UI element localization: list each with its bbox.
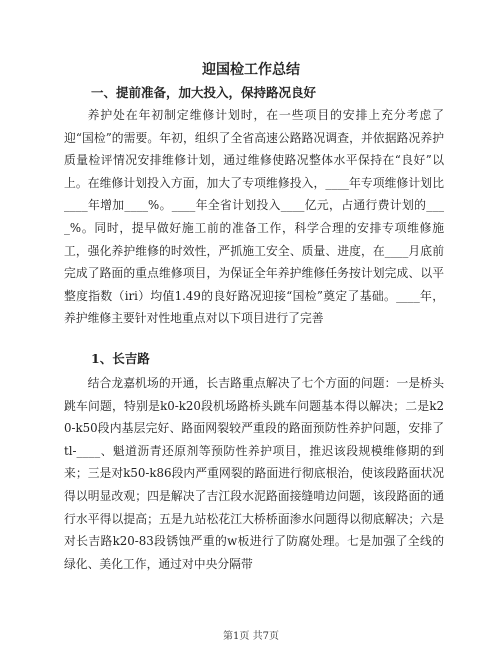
paragraph-changji-road: 结合龙嘉机场的开通，长吉路重点解决了七个方面的问题：一是桥头跳车问题，特别是k0-k20段机场路桥头跳车问题基本得以解决；二是k20-k50段内基层完好、路面网裂较严重段的路面预防性养护问题，安排了tl-____、魁道沥青还原剂等预防性养护项目，推迟该段规模维修期的到来；三是对k50-k86段内严重网裂的路面进行彻底根治，使该段路面状况得以明显改观；四是解决了吉江段水泥路面接缝啃边问题，该段路面的通行水平得以提高；五是九站松花江大桥桥面渗水问题得以彻底解决；六是对长吉路k20-83段锈蚀严重的w板进行了防腐处理。七是加强了全线的绿化、美化工作，通过对中央分隔带 <box>64 376 444 571</box>
paragraph-preparation: 养护处在年初制定维修计划时，在一些项目的安排上充分考虑了迎“国检”的需要。年初，组织了全省高速公路路况调查，并依据路况养护质量检评情况安排维修计划，通过维修使路况整体水平保持在“良好”以上。在维修计划投入方面，加大了专项维修投入，____年专项维修计划比____年增加____%。____年全省计划投入____亿元，占通行费计划的____%。同时，提早做好施工前的准备工作，科学合理的安排专项维修施工，强化养护维修的时效性，严抓施工安全、质量、进度，在____月底前完成了路面的重点维修项目，为保证全年养护维修任务按计划完成、以平整度指数（iri）均值1.49的良好路况迎接“国检”奠定了基础。____年，养护维修主要针对性地重点对以下项目进行了完善 <box>64 108 444 326</box>
section-heading-changji-road: 1、长吉路 <box>91 351 150 366</box>
section-heading-preparation: 一、提前准备，加大投入，保持路况良好 <box>91 85 317 100</box>
document-title: 迎国检工作总结 <box>202 62 300 78</box>
page-number: 第1页 共7页 <box>223 631 279 642</box>
